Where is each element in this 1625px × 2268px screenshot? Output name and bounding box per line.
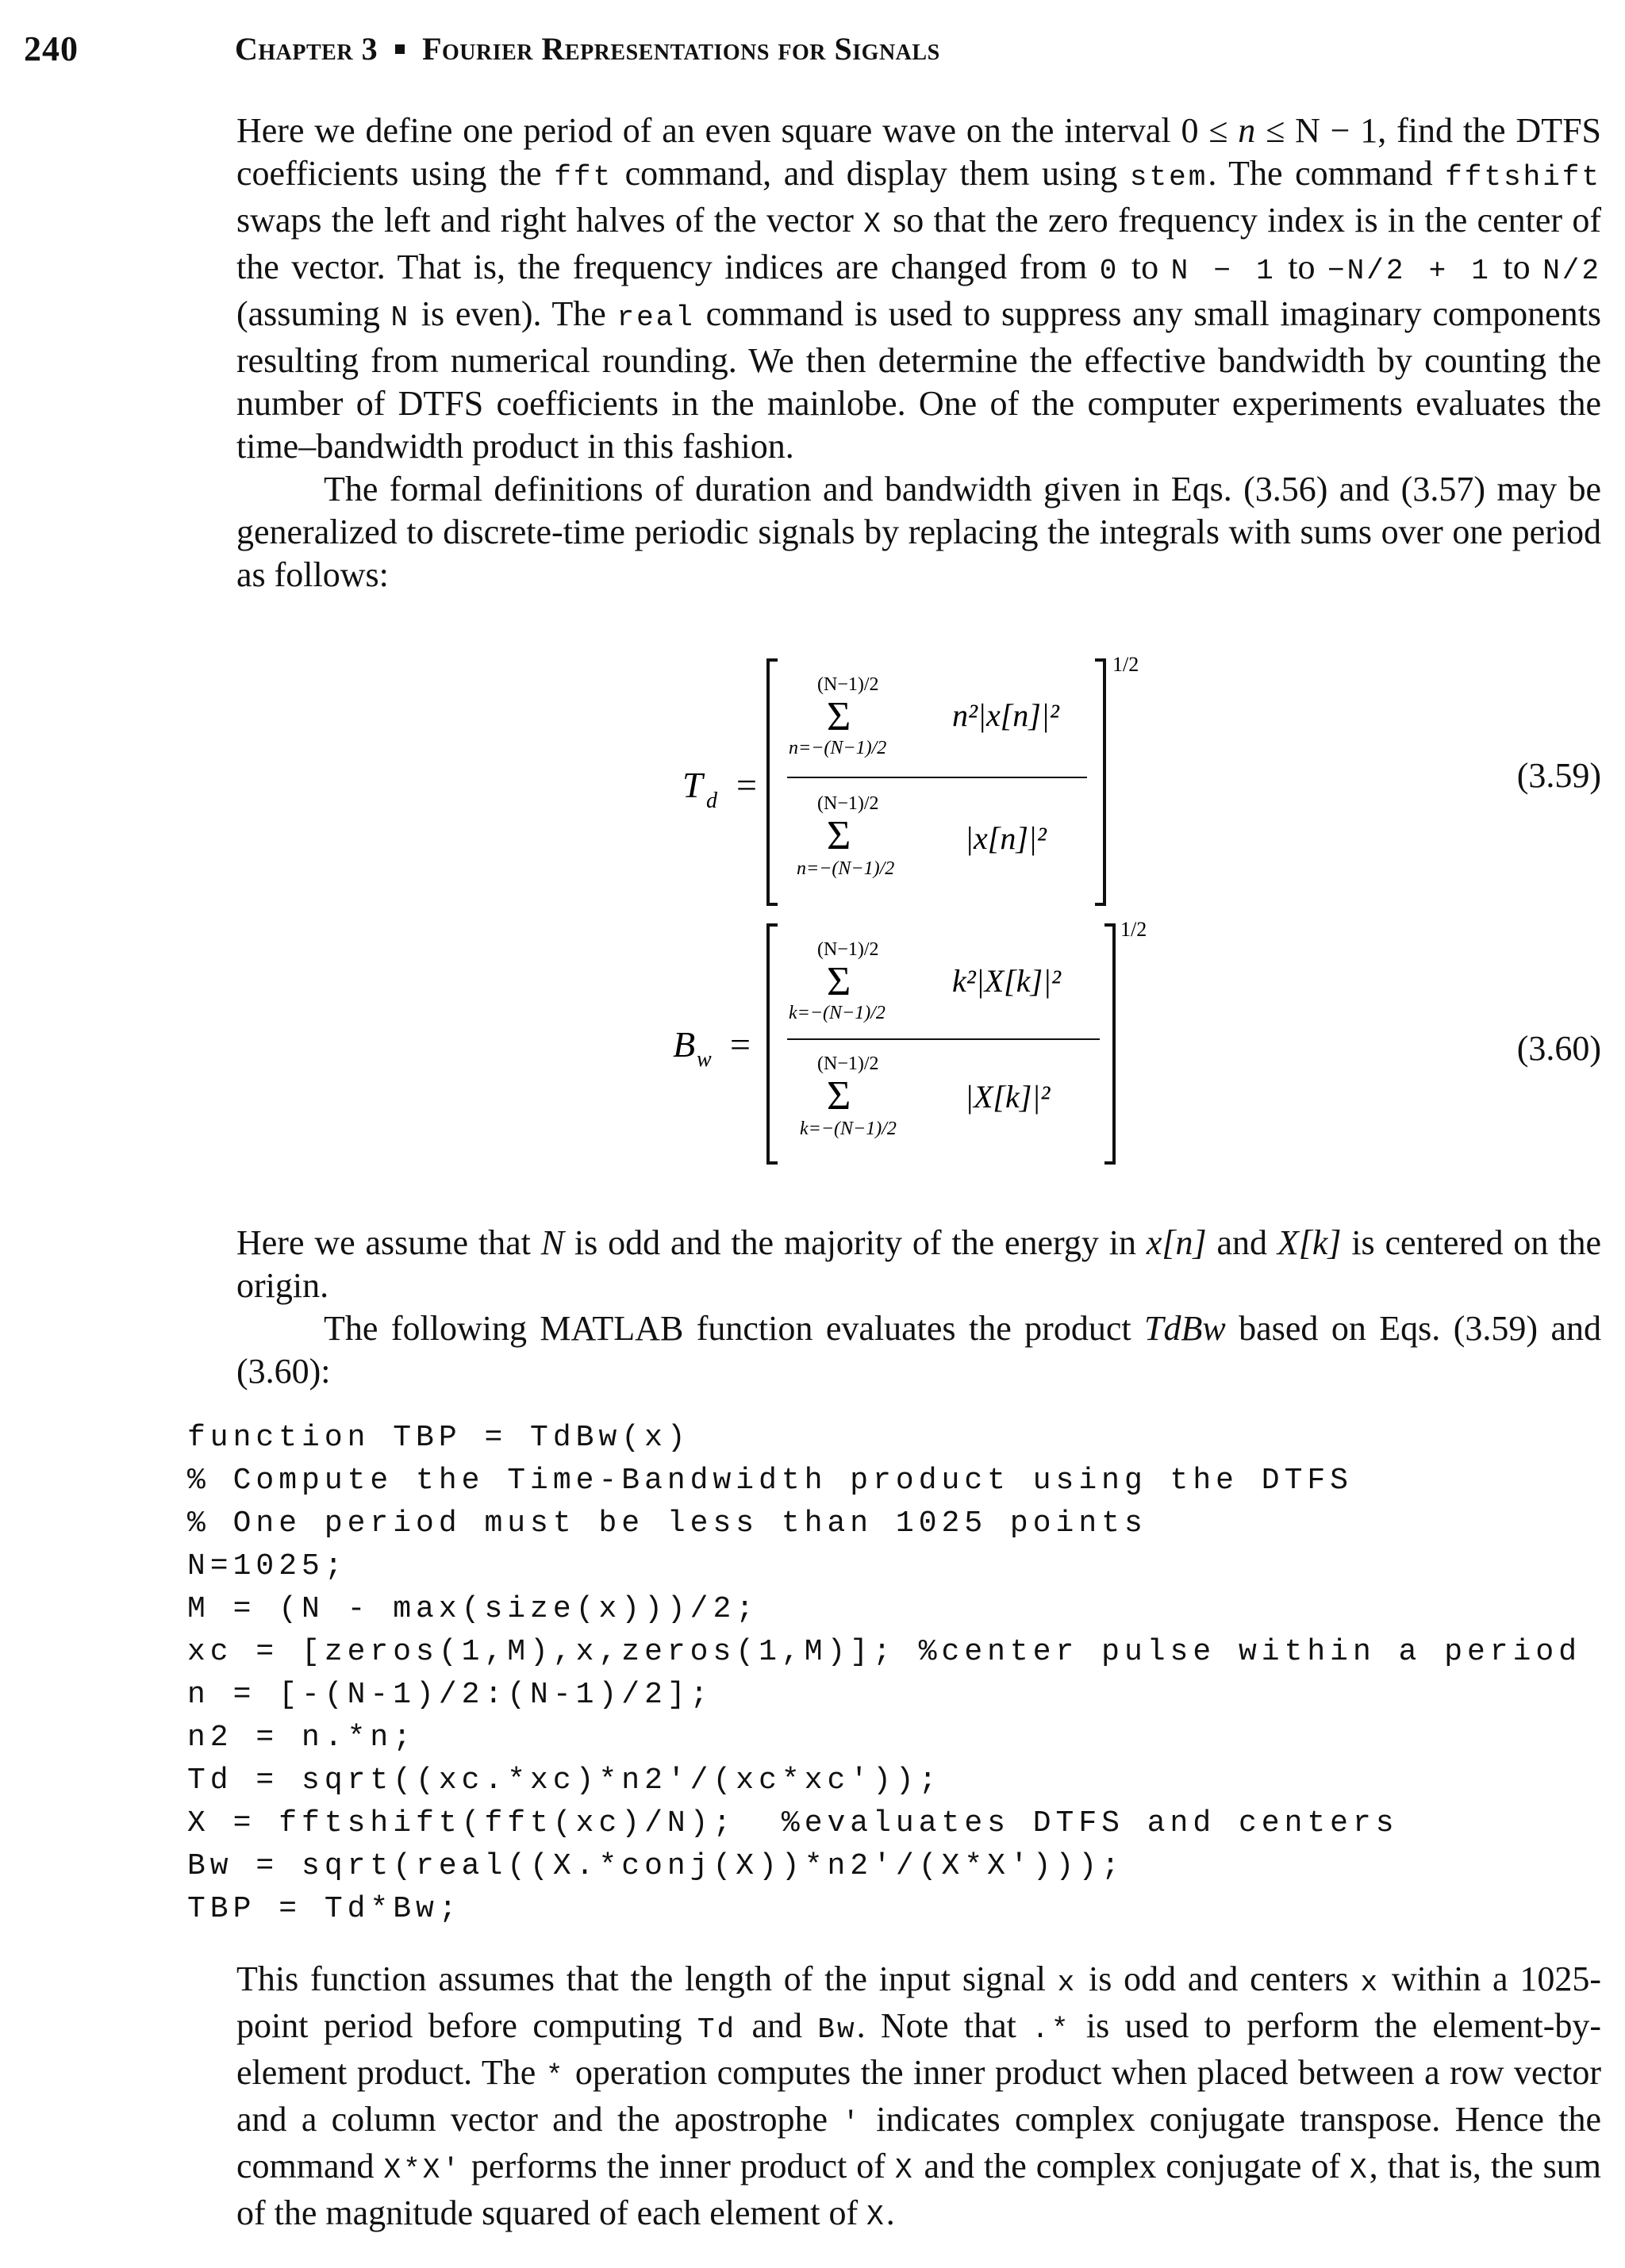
text-run: to	[1119, 248, 1171, 286]
text-run: performs the inner product of	[461, 2147, 895, 2185]
code-inline: X*X'	[383, 2154, 462, 2186]
text-run: ≤	[1255, 111, 1296, 150]
text-run: is even). The	[410, 294, 617, 333]
eq60-num-sum: Σ	[827, 959, 851, 1004]
text-run: . The command	[1208, 154, 1446, 193]
eq59-lhs-sub: d	[706, 789, 717, 813]
code-inline: fftshift	[1445, 161, 1601, 194]
text-run: − 1, find the DTFS coefficients using the	[236, 111, 1602, 193]
math-var: TdBw	[1144, 1309, 1226, 1348]
eq59-right-bracket	[1095, 660, 1104, 904]
code-line: Bw = sqrt(real((X.*conj(X))*n2'/(X*X')));	[187, 1849, 1124, 1883]
code-line: Td = sqrt((xc.*xc)*n2'/(xc*xc'));	[187, 1763, 942, 1798]
eq59-num-sum: Σ	[827, 694, 851, 739]
equation-3-59	[651, 650, 1158, 936]
running-head	[235, 30, 940, 67]
code-inline: X	[1349, 2154, 1370, 2186]
code-inline: x	[1360, 1967, 1381, 1999]
eq59-den-sum: Σ	[827, 813, 851, 858]
eq59-num-term: n²|x[n]|²	[952, 697, 1059, 733]
text-run: Here we assume that	[236, 1223, 541, 1262]
code-inline: x	[1057, 1967, 1078, 1999]
code-line: N=1025;	[187, 1549, 348, 1583]
text-run: This function assumes that the length of the input signal	[236, 1959, 1058, 1998]
text-run: within a 1025-point period before computing	[236, 1959, 1601, 2045]
text-run: and the complex conjugate of	[914, 2147, 1350, 2185]
text-run: is odd and the majority of the energy in	[564, 1223, 1147, 1262]
text-run: so that the zero frequency index is in the center of the vector. That is, the frequency indices are changed from	[236, 201, 1601, 286]
paragraph-3	[236, 1222, 1601, 1307]
eq60-den-upper-limit: (N−1)/2	[817, 1053, 879, 1074]
bullet-icon	[395, 44, 405, 54]
code-inline: .*	[1031, 2013, 1071, 2046]
text-run: Here we define one period of an even square wave on the interval 0 ≤	[236, 111, 1239, 150]
code-line: n = [-(N-1)/2:(N-1)/2];	[187, 1678, 713, 1712]
text-run: and	[1206, 1223, 1277, 1262]
page-number: 240	[24, 29, 79, 68]
eq59-den-upper-limit: (N−1)/2	[817, 793, 879, 814]
eq59-lhs: T	[682, 765, 703, 805]
eq60-left-bracket	[768, 925, 778, 1163]
code-inline: *	[545, 2060, 566, 2093]
prose-block-middle	[236, 1222, 1601, 1393]
paragraph-5	[236, 1958, 1601, 2239]
math-var: X[k]	[1277, 1223, 1342, 1262]
text-run: operation computes the inner product when placed between a row vector and a column vector and the apostrophe	[236, 2053, 1601, 2139]
equation-3-60	[651, 914, 1158, 1176]
code-inline: N/2	[1542, 255, 1601, 287]
text-run: is centered on the origin.	[236, 1223, 1601, 1305]
text-run: (assuming	[236, 294, 391, 333]
code-inline: Bw	[817, 2013, 857, 2046]
code-inline: Td	[697, 2013, 737, 2046]
eq60-lhs-sub: w	[697, 1047, 712, 1072]
eq60-den-sum: Σ	[827, 1073, 851, 1119]
eq60-equals: =	[730, 1024, 751, 1065]
math-var: N	[1295, 111, 1320, 150]
text-run: based on Eqs. (3.59) and (3.60):	[236, 1309, 1601, 1391]
code-inline: X	[894, 2154, 915, 2186]
eq59-den-lower-limit: n=−(N−1)/2	[797, 858, 895, 879]
eq59-num-upper-limit: (N−1)/2	[817, 674, 879, 695]
code-line: % One period must be less than 1025 points	[187, 1506, 1147, 1541]
code-line: function TBP = TdBw(x)	[187, 1421, 690, 1455]
eq60-num-upper-limit: (N−1)/2	[817, 939, 879, 960]
eq60-den-lower-limit: k=−(N−1)/2	[800, 1119, 897, 1139]
eq60-power: 1/2	[1120, 918, 1147, 941]
code-inline: stem	[1129, 161, 1208, 194]
eq59-equals: =	[736, 765, 757, 805]
text-run: The following MATLAB function evaluates the product	[324, 1309, 1145, 1348]
code-line: % Compute the Time-Bandwidth product using the DTFS	[187, 1464, 1353, 1498]
text-run: , that is, the sum of the magnitude squared of each element of	[236, 2147, 1601, 2232]
text-run: . Note that	[856, 2006, 1032, 2045]
text-run: command is used to suppress any small imaginary components resulting from numerical rounding. We then determine the effective bandwidth by counting the number of DTFS coefficients in the mainlobe. One of the computer experiments evaluates the time–bandwidth product in this fashion.	[236, 294, 1602, 466]
text-run: is used to perform the element-by-element product. The	[236, 2006, 1601, 2092]
equation-number-3-59: (3.59)	[1516, 756, 1601, 795]
chapter-label: Chapter 3	[235, 31, 378, 67]
equation-number-3-60: (3.60)	[1516, 1029, 1601, 1068]
prose-block-bottom	[236, 1958, 1601, 2239]
text-run: command, and display them using	[613, 154, 1130, 193]
eq59-left-bracket	[768, 660, 778, 904]
text-run: to	[1490, 248, 1543, 286]
eq59-power: 1/2	[1112, 653, 1139, 676]
eq59-den-term: |x[n]|²	[965, 820, 1047, 856]
paragraph-4	[236, 1307, 1601, 1393]
math-var: x[n]	[1146, 1223, 1207, 1262]
text-run: to	[1275, 248, 1328, 286]
text-run: swaps the left and right halves of the vector	[236, 201, 864, 240]
math-var: n	[1238, 111, 1256, 150]
code-inline: fft	[554, 161, 613, 194]
text-run: indicates complex conjugate transpose. Hence the command	[236, 2100, 1601, 2185]
eq60-lhs: B	[673, 1024, 696, 1065]
chapter-title: Fourier Representations for Signals	[422, 31, 940, 67]
prose-block-top	[236, 109, 1601, 597]
text-run: is odd and centers	[1077, 1959, 1361, 1998]
matlab-code-listing	[187, 1417, 1581, 1931]
paragraph-1	[236, 109, 1601, 468]
code-line: n2 = n.*n;	[187, 1721, 417, 1755]
code-inline: N	[390, 301, 411, 334]
math-var: N	[540, 1223, 565, 1262]
eq60-den-term: |X[k]|²	[965, 1079, 1051, 1115]
code-line: xc = [zeros(1,M),x,zeros(1,M)]; %center pulse within a period	[187, 1635, 1582, 1669]
code-inline: 0	[1099, 255, 1120, 287]
code-inline: '	[842, 2107, 862, 2139]
code-line: M = (N - max(size(x)))/2;	[187, 1592, 759, 1626]
code-inline: X	[866, 2201, 886, 2233]
code-inline: −N/2 + 1	[1327, 255, 1491, 287]
code-line: X = fftshift(fft(xc)/N); %evaluates DTFS and centers	[187, 1806, 1399, 1840]
eq60-right-bracket	[1104, 925, 1114, 1163]
eq59-num-lower-limit: n=−(N−1)/2	[789, 738, 887, 758]
code-line: TBP = Td*Bw;	[187, 1892, 462, 1926]
code-inline: X	[863, 208, 883, 240]
paragraph-2: The formal definitions of duration and bandwidth given in Eqs. (3.56) and (3.57) may be generalized to discrete-time periodic signals by replacing the integrals with sums over one period as follows:	[236, 470, 1601, 594]
code-inline: N − 1	[1170, 255, 1276, 287]
text-run: .	[885, 2193, 895, 2232]
eq60-num-term: k²|X[k]|²	[952, 963, 1062, 999]
eq60-num-lower-limit: k=−(N−1)/2	[789, 1003, 885, 1023]
code-inline: real	[617, 301, 695, 334]
text-run: and	[736, 2006, 818, 2045]
